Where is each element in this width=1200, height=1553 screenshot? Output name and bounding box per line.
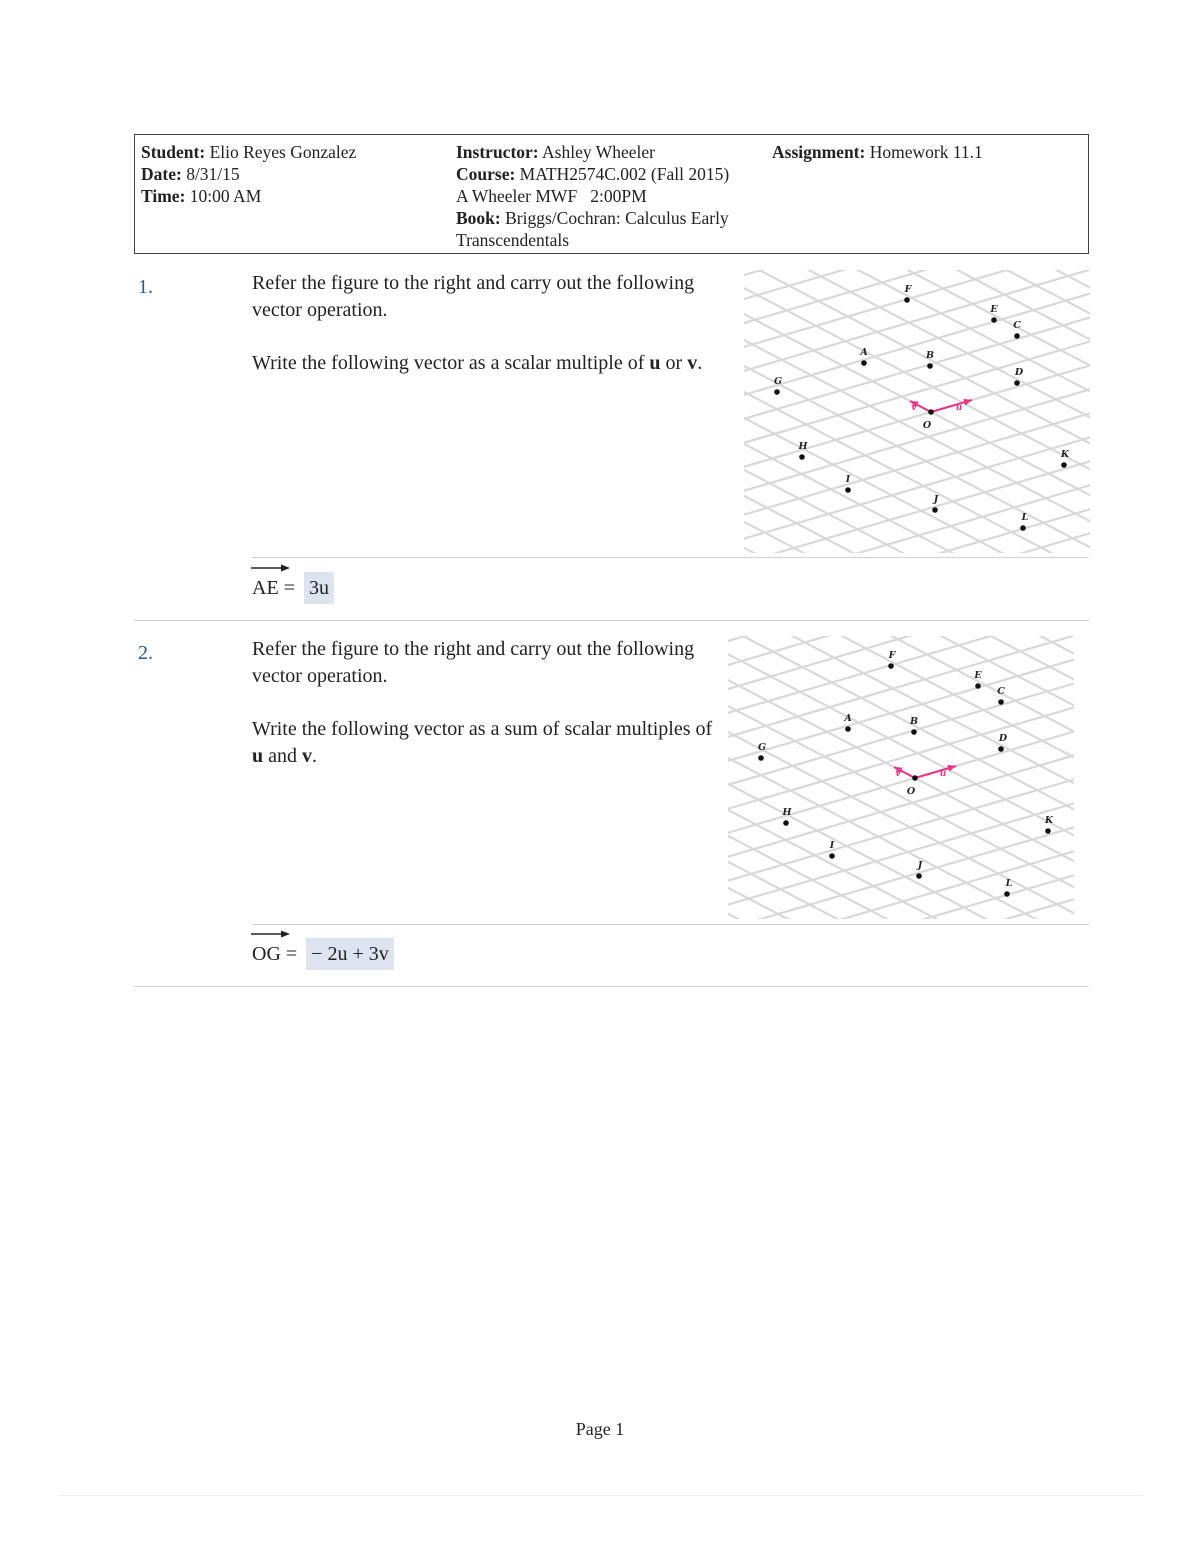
point-label-l: L: [1005, 878, 1013, 889]
assignment-value: Homework 11.1: [869, 142, 983, 162]
vector-v-label: v: [895, 769, 901, 779]
point-f: [888, 663, 894, 669]
point-label-f: F: [904, 284, 912, 295]
point-label-b: B: [909, 716, 919, 727]
course-value: MATH2574C.002 (Fall 2015): [519, 164, 730, 184]
point-label-o: O: [906, 786, 916, 797]
assignment-label: Assignment:: [772, 142, 866, 162]
question-prompt: Write the following vector as a scalar multiple of u or v.: [252, 352, 703, 374]
question-prompt: Write the following vector as a sum of scalar multiples of u and v.: [252, 718, 713, 767]
point-label-a: A: [844, 713, 852, 724]
section-value: A Wheeler MWF 2:00PM: [456, 186, 647, 206]
book-label: Book:: [456, 208, 501, 228]
page-number: Page 1: [575, 1419, 625, 1439]
point-o: [912, 775, 918, 781]
point-h: [799, 454, 805, 460]
header-info-box: [134, 134, 1089, 254]
point-a: [861, 360, 867, 366]
student-name: Elio Reyes Gonzalez: [209, 142, 357, 162]
point-label-i: I: [829, 840, 835, 851]
course-label: Course:: [456, 164, 516, 184]
point-k: [1045, 828, 1051, 834]
vector-u-label: u: [939, 769, 947, 779]
answer-box[interactable]: − 2u + 3v: [306, 938, 394, 970]
point-d: [998, 746, 1004, 752]
time-label: Time:: [141, 186, 186, 206]
date-value: 8/31/15: [186, 164, 240, 184]
point-e: [991, 317, 997, 323]
vector-name: OG: [252, 943, 281, 965]
answer-row: [252, 938, 394, 970]
question-divider: [134, 986, 1089, 987]
point-label-d: D: [998, 733, 1008, 744]
question-instruction: Refer the figure to the right and carry out the following vector operation.: [252, 638, 695, 687]
book-title-line2: Transcendentals: [456, 230, 570, 250]
vector-arrow-icon: [251, 563, 291, 573]
question-text: [252, 270, 722, 377]
vector-grid-figure: [744, 270, 1090, 553]
point-i: [829, 853, 835, 859]
point-label-k: K: [1060, 449, 1070, 460]
instructor-label: Instructor:: [456, 142, 539, 162]
point-c: [998, 699, 1004, 705]
point-l: [1020, 525, 1026, 531]
divider: [252, 924, 1089, 925]
vector-v-label: v: [911, 403, 917, 413]
vector-name: AE: [252, 577, 279, 599]
point-d: [1014, 380, 1020, 386]
question-number: 2.: [138, 642, 153, 664]
point-e: [975, 683, 981, 689]
question-divider: [134, 620, 1089, 621]
point-label-j: J: [917, 860, 923, 871]
point-j: [932, 507, 938, 513]
date-label: Date:: [141, 164, 182, 184]
point-label-c: C: [997, 686, 1005, 697]
vector-arrow-icon: [251, 929, 291, 939]
point-b: [911, 729, 917, 735]
page-bottom-rule: [58, 1495, 1143, 1496]
point-label-i: I: [845, 474, 851, 485]
point-label-o: O: [922, 420, 932, 431]
point-i: [845, 487, 851, 493]
equals-sign: =: [285, 943, 298, 965]
point-label-g: G: [773, 376, 783, 387]
vector-u-label: u: [955, 403, 963, 413]
answer-row: [252, 572, 334, 604]
point-label-f: F: [888, 650, 896, 661]
vector-grid-figure: [728, 636, 1074, 919]
point-a: [845, 726, 851, 732]
point-label-e: E: [974, 670, 982, 681]
point-label-h: H: [782, 807, 792, 818]
point-k: [1061, 462, 1067, 468]
point-b: [927, 363, 933, 369]
equals-sign: =: [283, 577, 295, 599]
student-info: [141, 141, 356, 207]
point-g: [774, 389, 780, 395]
point-o: [928, 409, 934, 415]
book-title-line1: Briggs/Cochran: Calculus Early: [505, 208, 729, 228]
point-label-k: K: [1044, 815, 1054, 826]
answer-box[interactable]: 3u: [304, 572, 334, 604]
point-label-g: G: [757, 742, 767, 753]
assignment-info: [772, 141, 983, 163]
vector-expression: [252, 938, 281, 970]
point-label-j: J: [933, 494, 939, 505]
time-value: 10:00 AM: [189, 186, 262, 206]
point-label-l: L: [1021, 512, 1029, 523]
point-label-b: B: [925, 350, 935, 361]
point-f: [904, 297, 910, 303]
vector-expression: [252, 572, 279, 604]
question-text: [252, 636, 722, 770]
point-g: [758, 755, 764, 761]
instructor-name: Ashley Wheeler: [542, 142, 655, 162]
point-c: [1014, 333, 1020, 339]
question-number: 1.: [138, 276, 153, 298]
point-label-a: A: [860, 347, 868, 358]
student-label: Student:: [141, 142, 206, 162]
course-info: [456, 141, 729, 251]
point-j: [916, 873, 922, 879]
point-label-h: H: [798, 441, 808, 452]
point-label-d: D: [1014, 367, 1024, 378]
divider: [252, 557, 1089, 558]
point-h: [783, 820, 789, 826]
point-l: [1004, 891, 1010, 897]
point-label-c: C: [1013, 320, 1021, 331]
point-label-e: E: [990, 304, 998, 315]
question-instruction: Refer the figure to the right and carry out the following vector operation.: [252, 272, 695, 321]
